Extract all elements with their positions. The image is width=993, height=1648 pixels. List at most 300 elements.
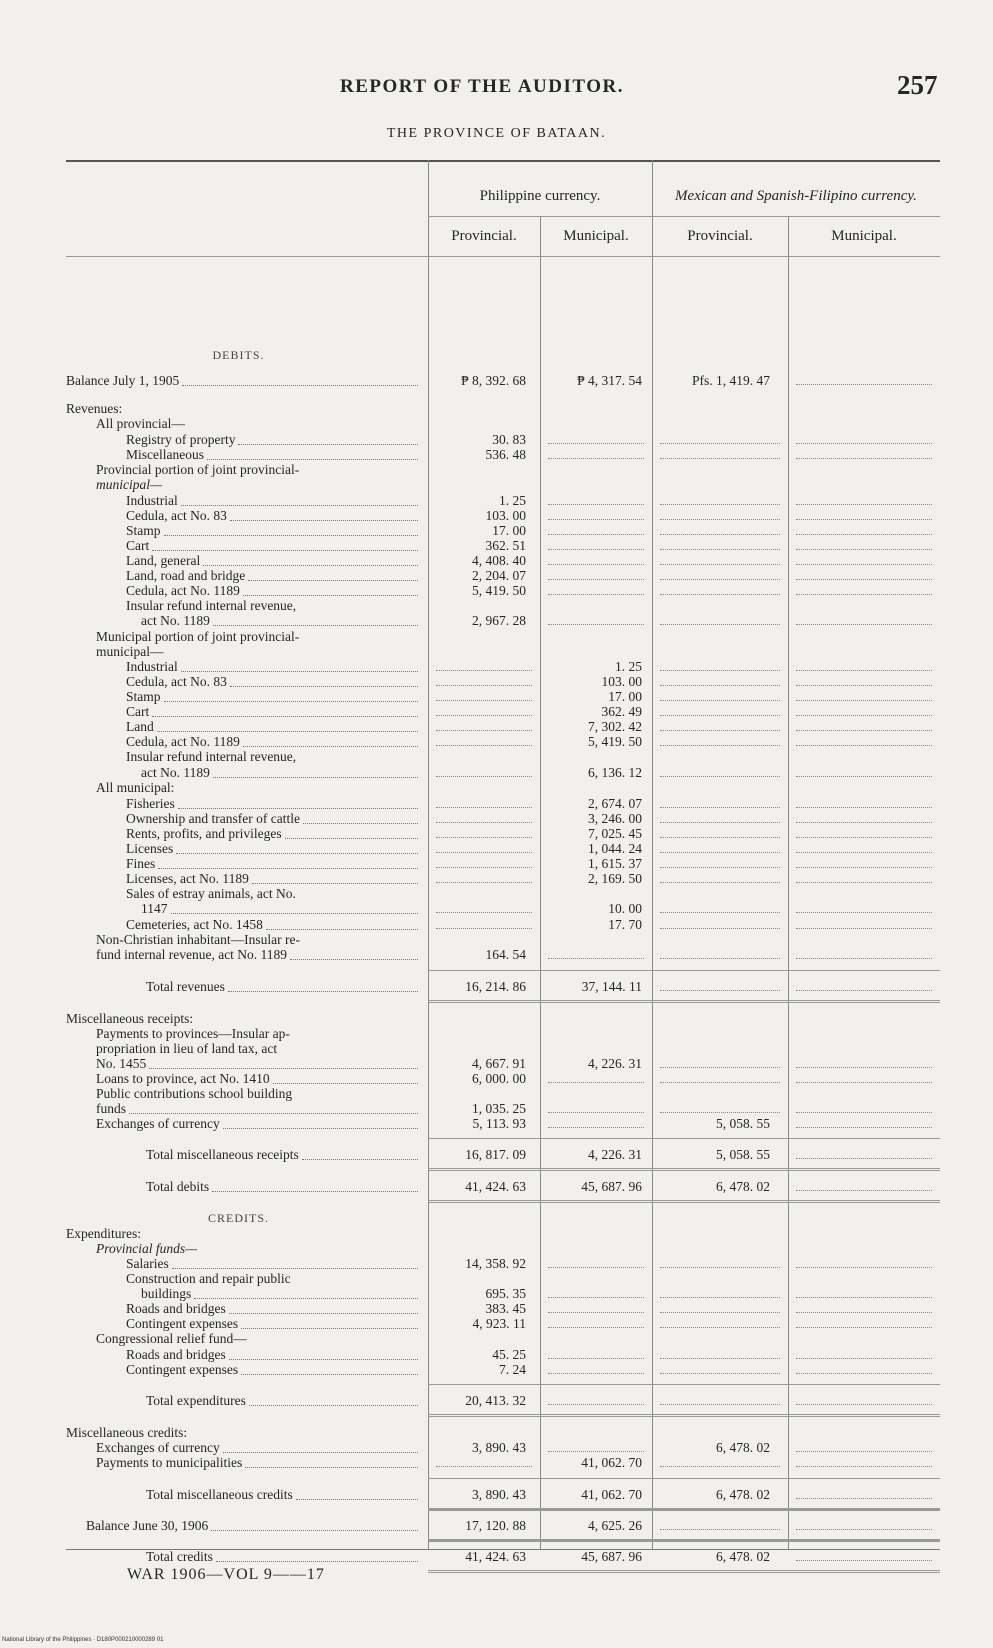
sum-rule [428, 1540, 940, 1541]
sum-rule [428, 970, 940, 971]
empty-cell-leader [796, 548, 932, 550]
amount-cell: 41, 424. 63 [465, 1179, 526, 1194]
col-header-municipal: Municipal. [563, 227, 629, 244]
row-label: Total credits [146, 1549, 213, 1564]
row-label: funds [96, 1101, 126, 1116]
total-rule [428, 1000, 940, 1003]
sum-rule [428, 1509, 940, 1510]
row-label: Miscellaneous credits: [66, 1425, 188, 1440]
empty-cell-leader [436, 806, 532, 808]
row-label: Registry of property [126, 432, 236, 447]
row-label: Insular refund internal revenue, [126, 749, 297, 764]
amount-cell: 4, 408. 40 [472, 553, 526, 568]
empty-cell-leader [548, 1450, 644, 1452]
empty-cell-leader [548, 957, 644, 959]
empty-cell-leader [660, 578, 780, 580]
col-header-provincial: Provincial. [451, 227, 517, 244]
row-label: Payments to municipalities [96, 1455, 243, 1470]
empty-cell-leader [796, 1311, 932, 1313]
row-label: Total debits [146, 1179, 210, 1194]
empty-cell-leader [796, 1528, 932, 1530]
dot-leader [303, 822, 418, 824]
empty-cell-leader [548, 1111, 644, 1113]
empty-cell-leader [796, 1157, 932, 1159]
dot-leader [172, 1267, 418, 1269]
empty-cell-leader [436, 911, 532, 913]
sum-rule [428, 1384, 940, 1385]
row-label: Total miscellaneous receipts [146, 1147, 299, 1162]
row-label: Cedula, act No. 83 [126, 674, 227, 689]
amount-cell: 37, 144. 11 [581, 979, 642, 994]
row-label: Contingent expenses [126, 1362, 239, 1377]
column-divider [428, 160, 429, 1550]
row-label: Congressional relief fund— [96, 1331, 247, 1346]
row-label: 1147 [141, 901, 168, 916]
empty-cell-leader [796, 866, 932, 868]
row-label: Balance July 1, 1905 [66, 373, 180, 388]
running-title: REPORT OF THE AUDITOR. [340, 76, 624, 97]
row-label: Fines [126, 856, 156, 871]
empty-cell-leader [660, 744, 780, 746]
group-header-philippine: Philippine currency. [479, 188, 601, 204]
amount-cell: 2, 674. 07 [588, 796, 642, 811]
sum-rule [428, 1170, 940, 1171]
amount-cell: 3, 890. 43 [472, 1440, 526, 1455]
dot-leader [302, 1158, 418, 1160]
empty-cell-leader [436, 669, 532, 671]
amount-cell: 1, 615. 37 [588, 856, 642, 871]
empty-cell-leader [660, 729, 780, 731]
row-label: Loans to province, act No. 1410 [96, 1071, 270, 1086]
dot-leader [230, 685, 418, 687]
amount-cell: 4, 667. 91 [472, 1056, 526, 1071]
amount-cell: 3, 246. 00 [588, 811, 642, 826]
empty-cell-leader [660, 563, 780, 565]
row-label: Revenues: [66, 401, 123, 416]
empty-cell-leader [548, 1372, 644, 1374]
empty-cell-leader [796, 1081, 932, 1083]
dot-leader [245, 1466, 418, 1468]
row-label: Exchanges of currency [96, 1440, 220, 1455]
row-label: Stamp [126, 523, 161, 538]
empty-cell-leader [548, 518, 644, 520]
empty-cell-leader [796, 989, 932, 991]
amount-cell: 5, 419. 50 [588, 734, 642, 749]
group-header-mexican: Mexican and Spanish-Filipino currency. [675, 188, 917, 204]
amount-cell: 695. 35 [485, 1286, 526, 1301]
total-rule [428, 1200, 940, 1203]
row-label: Provincial portion of joint provincial- [96, 462, 300, 477]
empty-cell-leader [796, 669, 932, 671]
empty-cell-leader [796, 1403, 932, 1405]
row-label: Licenses [126, 841, 174, 856]
empty-cell-leader [660, 518, 780, 520]
empty-cell-leader [548, 1126, 644, 1128]
row-label: No. 1455 [96, 1056, 147, 1071]
empty-cell-leader [548, 548, 644, 550]
empty-cell-leader [796, 1189, 932, 1191]
empty-cell-leader [796, 593, 932, 595]
amount-cell: 5, 058. 55 [716, 1147, 770, 1162]
dot-leader [230, 519, 418, 521]
row-label: Sales of estray animals, act No. [126, 886, 296, 901]
dot-leader [249, 1404, 418, 1406]
amount-cell: 17. 00 [608, 689, 642, 704]
row-label: buildings [141, 1286, 192, 1301]
empty-cell-leader [436, 1465, 532, 1467]
amount-cell: 4, 226. 31 [588, 1147, 642, 1162]
empty-cell-leader [796, 881, 932, 883]
row-label: Balance June 30, 1906 [86, 1518, 209, 1533]
amount-cell: 14, 358. 92 [465, 1256, 526, 1271]
dot-leader [290, 958, 418, 960]
amount-cell: 6, 478. 02 [716, 1549, 770, 1564]
empty-cell-leader [660, 1528, 780, 1530]
empty-cell-leader [660, 866, 780, 868]
empty-cell-leader [436, 775, 532, 777]
row-label: Stamp [126, 689, 161, 704]
empty-cell-leader [548, 442, 644, 444]
row-label: fund internal revenue, act No. 1189 [96, 947, 288, 962]
page-number: 257 [897, 70, 938, 100]
total-rule [428, 1570, 940, 1573]
row-label: Land, road and bridge [126, 568, 246, 583]
amount-cell: 7, 025. 45 [588, 826, 642, 841]
dot-leader [213, 624, 418, 626]
empty-cell-leader [660, 881, 780, 883]
empty-cell-leader [660, 503, 780, 505]
empty-cell-leader [548, 503, 644, 505]
col-header-provincial: Provincial. [687, 227, 753, 244]
empty-cell-leader [796, 1296, 932, 1298]
row-label: All municipal: [96, 780, 175, 795]
empty-cell-leader [436, 729, 532, 731]
amount-cell: 7, 302. 42 [588, 719, 642, 734]
empty-cell-leader [660, 927, 780, 929]
empty-cell-leader [660, 1066, 780, 1068]
dot-leader [181, 670, 418, 672]
empty-cell-leader [796, 714, 932, 716]
dot-leader [178, 807, 418, 809]
row-label: propriation in lieu of land tax, act [96, 1041, 278, 1056]
dot-leader [243, 594, 418, 596]
empty-cell-leader [660, 1403, 780, 1405]
row-label: act No. 1189 [141, 613, 210, 628]
amount-cell: 1, 035. 25 [472, 1101, 526, 1116]
row-label: Exchanges of currency [96, 1116, 220, 1131]
dot-leader [223, 1451, 418, 1453]
row-label: Land, general [126, 553, 201, 568]
dot-leader [216, 1560, 418, 1562]
row-label: Provincial funds— [96, 1241, 198, 1256]
row-label: Cart [126, 704, 150, 719]
empty-cell-leader [796, 518, 932, 520]
row-label: Contingent expenses [126, 1316, 239, 1331]
empty-cell-leader [660, 957, 780, 959]
dot-leader [229, 1312, 418, 1314]
empty-cell-leader [660, 457, 780, 459]
dot-leader [194, 1297, 418, 1299]
empty-cell-leader [660, 548, 780, 550]
amount-cell: 4, 923. 11 [472, 1316, 526, 1331]
amount-cell: 45, 687. 96 [581, 1549, 642, 1564]
amount-cell: 1. 25 [499, 493, 526, 508]
dot-leader [207, 458, 418, 460]
empty-cell-leader [660, 1111, 780, 1113]
row-label: Cemeteries, act No. 1458 [126, 917, 263, 932]
empty-cell-leader [796, 383, 932, 385]
empty-cell-leader [548, 1266, 644, 1268]
table-top-rule [66, 160, 940, 162]
empty-cell-leader [660, 1266, 780, 1268]
empty-cell-leader [548, 563, 644, 565]
row-label: Cedula, act No. 1189 [126, 583, 240, 598]
row-label: Total miscellaneous credits [146, 1487, 293, 1502]
row-label: Roads and bridges [126, 1347, 226, 1362]
dot-leader [212, 1190, 418, 1192]
row-label: municipal— [96, 644, 164, 659]
amount-cell: 17, 120. 88 [465, 1518, 526, 1533]
amount-cell: 2, 204. 07 [472, 568, 526, 583]
empty-cell-leader [796, 836, 932, 838]
empty-cell-leader [548, 1403, 644, 1405]
empty-cell-leader [796, 623, 932, 625]
row-label: Miscellaneous receipts: [66, 1011, 194, 1026]
empty-cell-leader [548, 578, 644, 580]
dot-leader [203, 564, 418, 566]
empty-cell-leader [796, 821, 932, 823]
empty-cell-leader [796, 457, 932, 459]
empty-cell-leader [548, 1311, 644, 1313]
amount-cell: 41, 062. 70 [581, 1455, 642, 1470]
empty-cell-leader [796, 699, 932, 701]
empty-cell-leader [796, 806, 932, 808]
empty-cell-leader [660, 1372, 780, 1374]
amount-cell: 7. 24 [499, 1362, 526, 1377]
empty-cell-leader [796, 1066, 932, 1068]
dot-leader [213, 776, 418, 778]
dot-leader [152, 549, 418, 551]
amount-cell: 5, 058. 55 [716, 1116, 770, 1131]
empty-cell-leader [660, 684, 780, 686]
empty-cell-leader [796, 684, 932, 686]
column-divider [652, 160, 653, 1550]
empty-cell-leader [660, 1357, 780, 1359]
dot-leader [252, 882, 418, 884]
empty-cell-leader [436, 836, 532, 838]
empty-cell-leader [796, 1465, 932, 1467]
amount-cell: ₱ 8, 392. 68 [461, 373, 526, 388]
dot-leader [176, 852, 418, 854]
empty-cell-leader [796, 729, 932, 731]
dot-leader [171, 912, 418, 914]
amount-cell: 362. 49 [601, 704, 642, 719]
amount-cell: 164. 54 [485, 947, 526, 962]
amount-cell: 103. 00 [485, 508, 526, 523]
empty-cell-leader [548, 1326, 644, 1328]
empty-cell-leader [436, 851, 532, 853]
dot-leader [238, 443, 418, 445]
signature-line: WAR 1906—VOL 9——17 [127, 1566, 325, 1583]
row-label: Industrial [126, 659, 178, 674]
empty-cell-leader [660, 851, 780, 853]
empty-cell-leader [548, 457, 644, 459]
dot-leader [211, 1529, 418, 1531]
row-label: Ownership and transfer of cattle [126, 811, 300, 826]
dot-leader [164, 700, 418, 702]
dot-leader [285, 837, 418, 839]
dot-leader [164, 534, 418, 536]
account-table [66, 160, 940, 1564]
row-label: DEBITS. [212, 348, 265, 362]
amount-cell: 5, 419. 50 [472, 583, 526, 598]
amount-cell: 6, 000. 00 [472, 1071, 526, 1086]
row-label: Payments to provinces—Insular ap- [96, 1026, 290, 1041]
amount-cell: 536. 48 [485, 447, 526, 462]
amount-cell: 17. 70 [608, 917, 642, 932]
dot-leader [241, 1327, 418, 1329]
sum-rule [428, 1138, 940, 1139]
row-label: Cart [126, 538, 150, 553]
empty-cell-leader [660, 1081, 780, 1083]
empty-cell-leader [796, 1357, 932, 1359]
empty-cell-leader [660, 1311, 780, 1313]
empty-cell-leader [660, 806, 780, 808]
empty-cell-leader [796, 744, 932, 746]
empty-cell-leader [436, 927, 532, 929]
empty-cell-leader [796, 1372, 932, 1374]
empty-cell-leader [796, 911, 932, 913]
empty-cell-leader [660, 623, 780, 625]
row-label: Licenses, act No. 1189 [126, 871, 249, 886]
row-label: Total expenditures [146, 1393, 246, 1408]
row-label: Municipal portion of joint provincial- [96, 629, 300, 644]
col-header-municipal: Municipal. [831, 227, 897, 244]
empty-cell-leader [796, 1497, 932, 1499]
dot-leader [149, 1067, 418, 1069]
amount-cell: ₱ 4, 317. 54 [577, 373, 642, 388]
dot-leader [152, 715, 418, 717]
empty-cell-leader [548, 1296, 644, 1298]
amount-cell: 41, 424. 63 [465, 1549, 526, 1564]
total-rule [428, 1414, 940, 1417]
sum-rule [428, 1478, 940, 1479]
row-label: Public contributions school building [96, 1086, 293, 1101]
empty-cell-leader [660, 1326, 780, 1328]
dot-leader [158, 867, 418, 869]
empty-cell-leader [436, 881, 532, 883]
amount-cell: 6, 478. 02 [716, 1487, 770, 1502]
amount-cell: 4, 226. 31 [588, 1056, 642, 1071]
empty-cell-leader [660, 821, 780, 823]
empty-cell-leader [436, 744, 532, 746]
empty-cell-leader [796, 1111, 932, 1113]
empty-cell-leader [548, 1081, 644, 1083]
empty-cell-leader [436, 714, 532, 716]
empty-cell-leader [660, 533, 780, 535]
empty-cell-leader [660, 1465, 780, 1467]
header-rule [66, 256, 940, 257]
dot-leader [243, 745, 418, 747]
empty-cell-leader [436, 684, 532, 686]
empty-cell-leader [660, 593, 780, 595]
row-label: Total revenues [146, 979, 225, 994]
row-label: Non-Christian inhabitant—Insular re- [96, 932, 300, 947]
row-label: act No. 1189 [141, 765, 210, 780]
empty-cell-leader [796, 442, 932, 444]
empty-cell-leader [436, 821, 532, 823]
amount-cell: 20, 413. 32 [465, 1393, 526, 1408]
empty-cell-leader [436, 866, 532, 868]
row-label: Expenditures: [66, 1226, 141, 1241]
row-label: Cedula, act No. 1189 [126, 734, 240, 749]
empty-cell-leader [660, 1296, 780, 1298]
amount-cell: 2, 967. 28 [472, 613, 526, 628]
dot-leader [229, 1358, 418, 1360]
amount-cell: 45. 25 [492, 1347, 526, 1362]
amount-cell: 4, 625. 26 [588, 1518, 642, 1533]
amount-cell: 16, 817. 09 [465, 1147, 526, 1162]
empty-cell-leader [796, 775, 932, 777]
row-label: Rents, profits, and privileges [126, 826, 282, 841]
amount-cell: 45, 687. 96 [581, 1179, 642, 1194]
amount-cell: 2, 169. 50 [588, 871, 642, 886]
row-label: All provincial— [96, 416, 185, 431]
empty-cell-leader [660, 669, 780, 671]
amount-cell: 10. 00 [608, 901, 642, 916]
amount-cell: 5, 113. 93 [472, 1116, 526, 1131]
column-divider [788, 216, 789, 1550]
dot-leader [228, 990, 418, 992]
amount-cell: 1, 044. 24 [588, 841, 642, 856]
dot-leader [157, 730, 418, 732]
page-header [0, 68, 993, 108]
amount-cell: 103. 00 [601, 674, 642, 689]
amount-cell: 6, 478. 02 [716, 1440, 770, 1455]
empty-cell-leader [548, 1357, 644, 1359]
amount-cell: 16, 214. 86 [465, 979, 526, 994]
row-label: Miscellaneous [126, 447, 204, 462]
empty-cell-leader [796, 851, 932, 853]
row-label: Salaries [126, 1256, 169, 1271]
empty-cell-leader [660, 836, 780, 838]
empty-cell-leader [548, 593, 644, 595]
row-label: Insular refund internal revenue, [126, 598, 297, 613]
empty-cell-leader [796, 503, 932, 505]
empty-cell-leader [796, 1559, 932, 1561]
empty-cell-leader [796, 533, 932, 535]
empty-cell-leader [548, 533, 644, 535]
dot-leader [241, 1373, 418, 1375]
dot-leader [182, 384, 418, 386]
row-label: Land [126, 719, 154, 734]
empty-cell-leader [796, 927, 932, 929]
empty-cell-leader [796, 563, 932, 565]
dot-leader [248, 579, 418, 581]
empty-cell-leader [796, 1266, 932, 1268]
amount-cell: 30. 83 [492, 432, 526, 447]
row-label: Fisheries [126, 796, 175, 811]
empty-cell-leader [660, 989, 780, 991]
amount-cell: 3, 890. 43 [472, 1487, 526, 1502]
table-bottom-rule [66, 1549, 940, 1550]
empty-cell-leader [796, 578, 932, 580]
dot-leader [273, 1082, 418, 1084]
amount-cell: Pfs. 1, 419. 47 [691, 373, 770, 388]
dot-leader [223, 1127, 418, 1129]
amount-cell: 362. 51 [485, 538, 526, 553]
amount-cell: 383. 45 [485, 1301, 526, 1316]
